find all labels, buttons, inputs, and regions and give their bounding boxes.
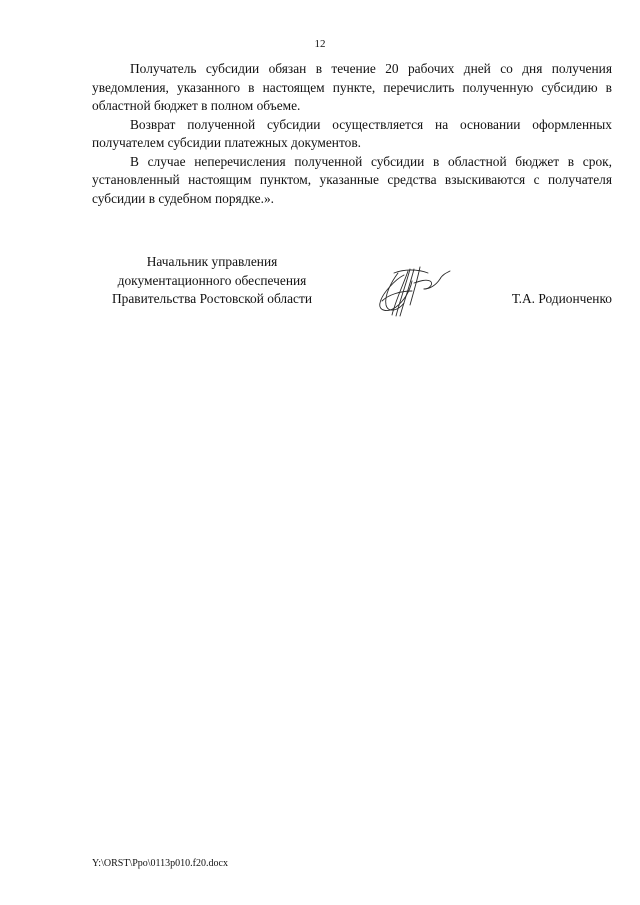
signer-position-line: Правительства Ростовской области bbox=[111, 291, 313, 306]
page-number: 12 bbox=[314, 38, 326, 50]
signer-position-line: документационного обеспечения bbox=[117, 272, 307, 288]
paragraph-refund-obligation: Получатель субсидии обязан в течение 20 рабочих дней со дня получения уведомления, указанного в настоящем пункте, перечислить полученную субсидию в областной бюджет в полном объеме. bbox=[92, 61, 612, 113]
document-body bbox=[92, 60, 612, 208]
paragraph-refund-basis: Возврат полученной субсидии осуществляется на основании оформленных получателем субсидии платежных документов. bbox=[92, 116, 612, 150]
signer-position-line: Начальник управления bbox=[146, 254, 278, 269]
handwritten-signature bbox=[374, 261, 454, 317]
signer-position bbox=[92, 253, 332, 309]
paragraph-court-recovery: В случае неперечисления полученной субсидии в областной бюджет в срок, установленный настоящим пунктом, указанные средства взыскиваются с получателя субсидии в судебном порядке.». bbox=[92, 153, 612, 206]
footer-file-path: Y:\ORST\Ppo\0113p010.f20.docx bbox=[92, 858, 228, 869]
signer-name: Т.А. Родионченко bbox=[511, 291, 612, 306]
signature-block bbox=[92, 253, 612, 323]
